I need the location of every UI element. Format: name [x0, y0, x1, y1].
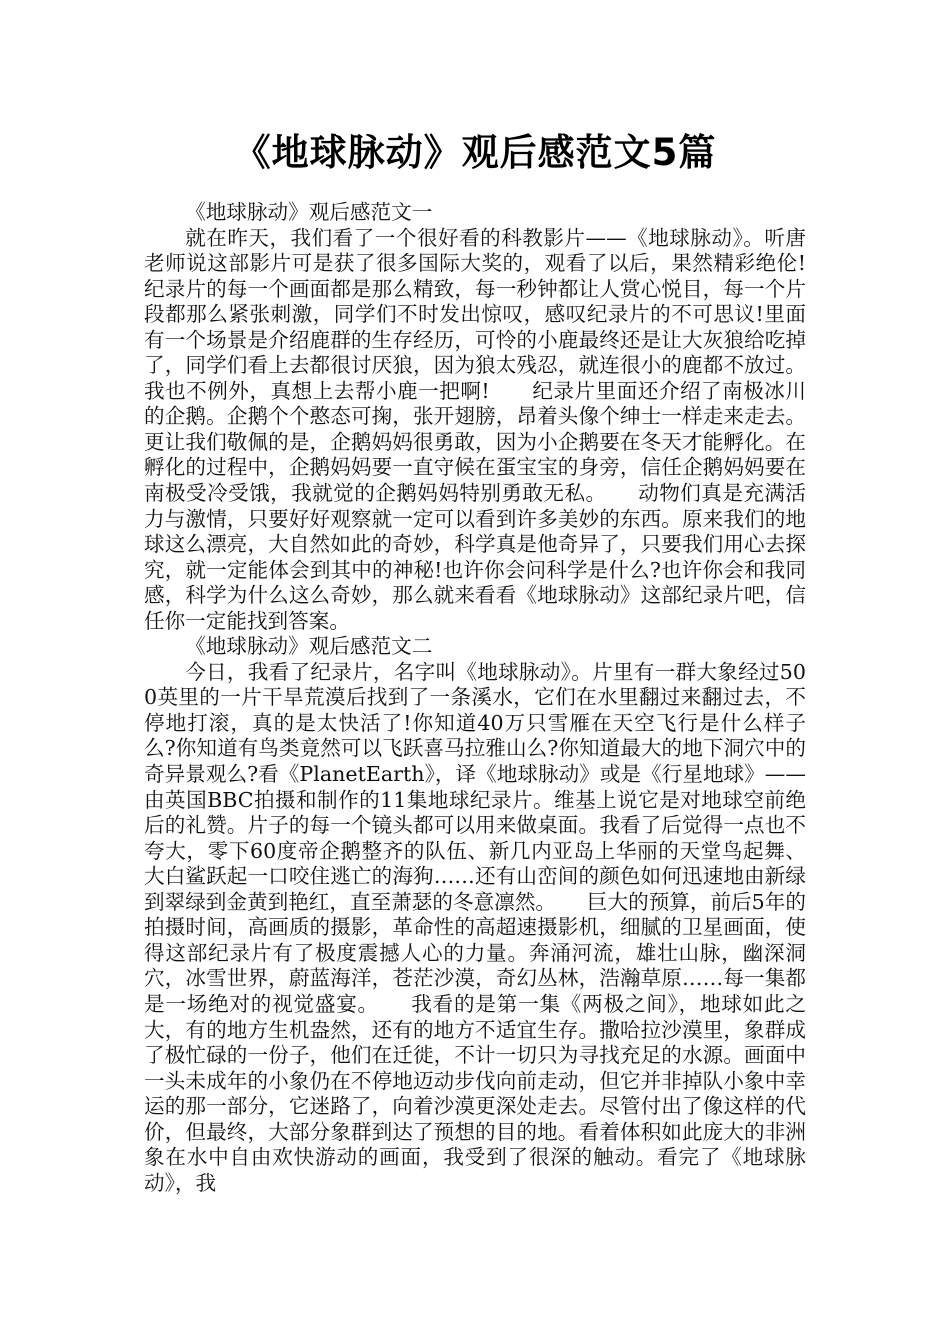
document-title: 《地球脉动》观后感范文5篇 [233, 131, 717, 174]
document-body [144, 200, 806, 1196]
section-heading-2: 《地球脉动》观后感范文二 [185, 634, 433, 659]
section-body-2: 今日，我看了纪录片，名字叫《地球脉动》。片里有一群大象经过500英里的一片干旱荒漠后找到了一条溪水，它们在水里翻过来翻过去，不停地打滚，真的是太快活了!你知道40万只雪雁在天空飞行是什么样子么?你知道有鸟类竟然可以飞跃喜马拉雅山么?你知道最大的地下洞穴中的奇异景观么?看《PlanetEarth》，译《地球脉动》或是《行星地球》——由英国BBC拍摄和制作的11集地球纪录片。维基上说它是对地球空前绝后的礼赞。片子的每一个镜头都可以用来做桌面。我看了后觉得一点也不夸大，零下60度帝企鹅整齐的队伍、新几内亚岛上华丽的天堂鸟起舞、大白鲨跃起一口咬住逃亡的海狗……还有山峦间的颜色如何迅速地由新绿到翠绿到金黄到艳红，直至萧瑟的冬意凛然。 巨大的预算，前后5年的拍摄时间，高画质的摄影，革命性的高超速摄影机，细腻的卫星画面，使得这部纪录片有了极度震撼人心的力量。奔涌河流，雄壮山脉，幽深洞穴，冰雪世界，蔚蓝海洋，苍茫沙漠，奇幻丛林，浩瀚草原……每一集都是一场绝对的视觉盛宴。 我看的是第一集《两极之间》，地球如此之大，有的地方生机盎然，还有的地方不适宜生存。撒哈拉沙漠里，象群成了极忙碌的一份子，他们在迁徙，不计一切只为寻找充足的水源。画面中一头未成年的小象仍在不停地迈动步伐向前走动，但它并非掉队小象中幸运的那一部分，它迷路了，向着沙漠更深处走去。尽管付出了像这样的代价，但最终，大部分象群到达了预想的目的地。看着体积如此庞大的非洲象在水中自由欢快游动的画面，我受到了很深的触动。看完了《地球脉动》，我 [144, 659, 806, 1195]
section-heading-1: 《地球脉动》观后感范文一 [185, 200, 433, 224]
section-body-1: 就在昨天，我们看了一个很好看的科教影片——《地球脉动》。听唐老师说这部影片可是获了很多国际大奖的，观看了以后，果然精彩绝伦!纪录片的每一个画面都是那么精致，每一秒钟都让人赏心悦目，每一个片段都那么紧张刺激，同学们不时发出惊叹，感叹纪录片的不可思议!里面有一个场景是介绍鹿群的生存经历，可怜的小鹿最终还是让大灰狼给吃掉了，同学们看上去都很讨厌狼，因为狼太残忍，就连很小的鹿都不放过。我也不例外，真想上去帮小鹿一把啊! 纪录片里面还介绍了南极冰川的企鹅。企鹅个个憨态可掬，张开翅膀，昂着头像个绅士一样走来走去。更让我们敬佩的是，企鹅妈妈很勇敢，因为小企鹅要在冬天才能孵化。在孵化的过程中，企鹅妈妈要一直守候在蛋宝宝的身旁，信任企鹅妈妈要在南极受冷受饿，我就觉的企鹅妈妈特别勇敢无私。 动物们真是充满活力与激情，只要好好观察就一定可以看到许多美妙的东西。原来我们的地球这么漂亮，大自然如此的奇妙，科学真是他奇异了，只要我们用心去探究，就一定能体会到其中的神秘!也许你会问科学是什么?也许你会和我同感，科学为什么这么奇妙，那么就来看看《地球脉动》这部纪录片吧，信任你一定能找到答案。 [144, 225, 806, 633]
